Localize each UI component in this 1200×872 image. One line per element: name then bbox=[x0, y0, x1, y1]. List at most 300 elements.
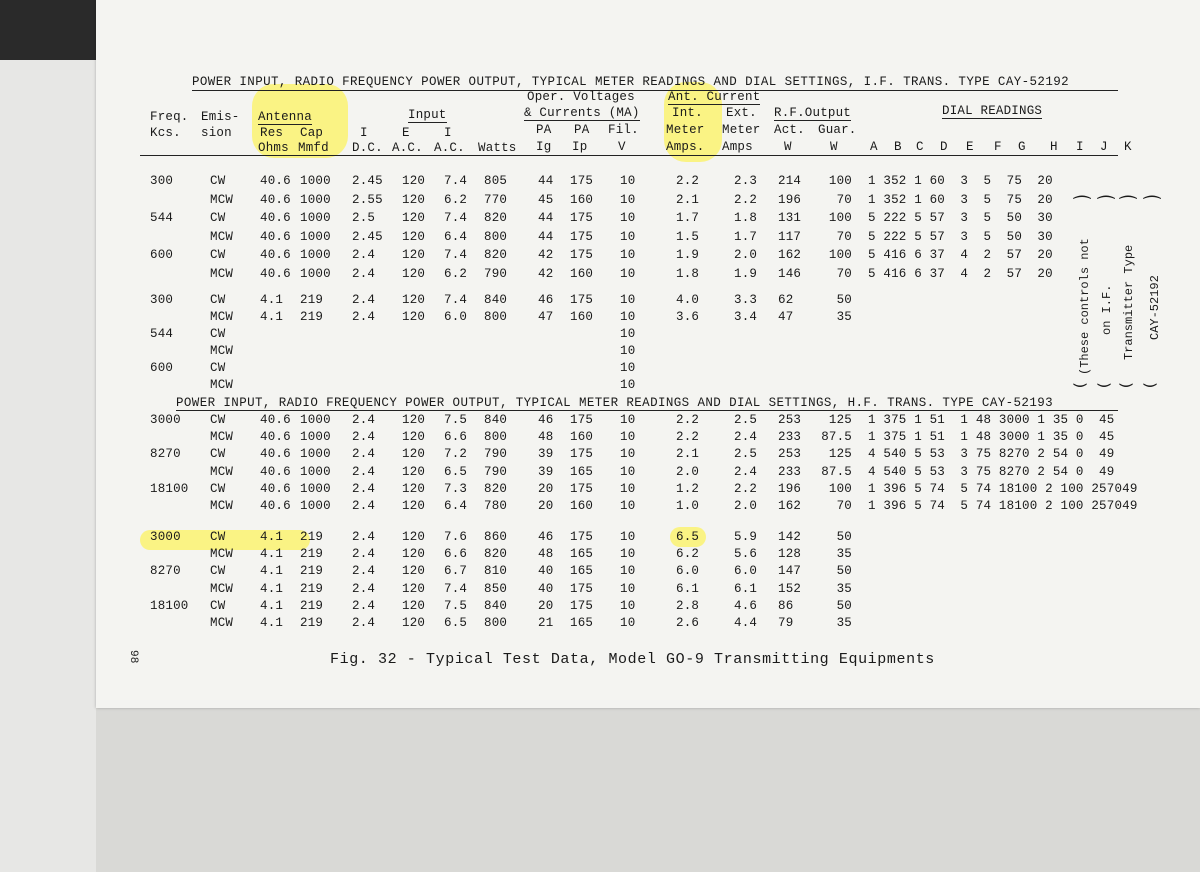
cell-ext-amps: 4.4 bbox=[734, 616, 758, 630]
cell-ext-amps: 5.9 bbox=[734, 530, 758, 544]
side-note-line3: Transmitter Type bbox=[1122, 244, 1136, 360]
cell-watts: 790 bbox=[484, 447, 508, 462]
cell-guar-w: 50 bbox=[836, 598, 852, 613]
cell-int-amps: 6.5 bbox=[676, 530, 700, 544]
cell-guar-w: 35 bbox=[836, 616, 852, 630]
cell-guar-w: 100 bbox=[828, 174, 852, 188]
cell-i-ac: 7.3 bbox=[444, 481, 468, 496]
cell-fil: 10 bbox=[620, 530, 636, 544]
header-ac-e: A.C. bbox=[392, 141, 423, 155]
cell-ext-amps: 3.3 bbox=[734, 293, 758, 307]
cell-fil: 10 bbox=[620, 229, 636, 244]
cell-guar-w: 125 bbox=[828, 447, 852, 462]
cell-e-ac: 120 bbox=[402, 616, 426, 630]
header-ext-amps: Amps bbox=[722, 140, 753, 154]
cell-res: 40.6 bbox=[260, 192, 291, 207]
cell-watts: 860 bbox=[484, 530, 508, 544]
cell-cap: 219 bbox=[300, 564, 324, 579]
header-w-act: W bbox=[784, 140, 792, 154]
cell-fil: 10 bbox=[620, 361, 636, 375]
header-i-ac: I bbox=[444, 126, 452, 140]
cell-freq: 3000 bbox=[150, 413, 181, 427]
cell-freq: 600 bbox=[150, 248, 174, 262]
cell-fil: 10 bbox=[620, 464, 636, 479]
cell-ig: 20 bbox=[538, 481, 554, 496]
header-watts: Watts bbox=[478, 141, 517, 155]
cell-ip: 175 bbox=[570, 481, 594, 496]
cell-ig: 44 bbox=[538, 211, 554, 225]
header-dial-f: F bbox=[994, 140, 1002, 154]
cell-i-ac: 6.6 bbox=[444, 547, 468, 562]
cell-i-dc: 2.4 bbox=[352, 430, 376, 445]
cell-emission: MCW bbox=[210, 229, 234, 244]
cell-freq: 544 bbox=[150, 327, 174, 341]
cell-fil: 10 bbox=[620, 616, 636, 630]
cell-ext-amps: 2.5 bbox=[734, 447, 758, 462]
cell-i-dc: 2.4 bbox=[352, 447, 376, 462]
cell-i-dc: 2.45 bbox=[352, 174, 383, 188]
cell-int-amps: 6.1 bbox=[676, 581, 700, 596]
cell-dial-readings: 1 352 1 60 3 5 75 20 bbox=[868, 192, 1053, 207]
cell-freq: 300 bbox=[150, 174, 174, 188]
cell-ig: 20 bbox=[538, 598, 554, 613]
cell-watts: 820 bbox=[484, 211, 508, 225]
cell-fil: 10 bbox=[620, 378, 636, 392]
cell-ig: 46 bbox=[538, 530, 554, 544]
cell-freq: 300 bbox=[150, 293, 174, 307]
cell-emission: MCW bbox=[210, 344, 234, 358]
cell-e-ac: 120 bbox=[402, 211, 426, 225]
cell-act-w: 146 bbox=[778, 266, 802, 281]
cell-i-ac: 6.4 bbox=[444, 229, 468, 244]
cell-dial-readings: 1 396 5 74 5 74 18100 2 100 257049 bbox=[868, 481, 1138, 496]
cell-guar-w: 35 bbox=[836, 581, 852, 596]
cell-freq: 600 bbox=[150, 361, 174, 375]
cell-emission: CW bbox=[210, 447, 226, 462]
cell-e-ac: 120 bbox=[402, 464, 426, 479]
cell-emission: MCW bbox=[210, 192, 234, 207]
cell-fil: 10 bbox=[620, 293, 636, 307]
cell-i-dc: 2.4 bbox=[352, 581, 376, 596]
cell-i-ac: 6.2 bbox=[444, 192, 468, 207]
cell-i-ac: 7.4 bbox=[444, 293, 468, 307]
cell-ip: 160 bbox=[570, 266, 594, 281]
header-dial-b: B bbox=[894, 140, 902, 154]
cell-emission: CW bbox=[210, 248, 226, 262]
cell-e-ac: 120 bbox=[402, 430, 426, 445]
header-ext-meter: Meter bbox=[722, 123, 761, 137]
cell-int-amps: 2.0 bbox=[676, 464, 700, 479]
cell-res: 40.6 bbox=[260, 481, 291, 496]
cell-ig: 44 bbox=[538, 229, 554, 244]
cell-emission: MCW bbox=[210, 499, 234, 513]
cell-watts: 770 bbox=[484, 192, 508, 207]
cell-i-dc: 2.45 bbox=[352, 229, 383, 244]
cell-watts: 820 bbox=[484, 481, 508, 496]
cell-ip: 165 bbox=[570, 547, 594, 562]
cell-i-dc: 2.4 bbox=[352, 616, 376, 630]
cell-emission: CW bbox=[210, 481, 226, 496]
cell-ext-amps: 2.2 bbox=[734, 192, 758, 207]
cell-ip: 175 bbox=[570, 211, 594, 225]
cell-act-w: 253 bbox=[778, 413, 802, 427]
header-ac-i: A.C. bbox=[434, 141, 465, 155]
cell-emission: MCW bbox=[210, 581, 234, 596]
header-dial-h: H bbox=[1050, 140, 1058, 154]
cell-ig: 42 bbox=[538, 266, 554, 281]
header-ohms: Ohms bbox=[258, 141, 289, 155]
cell-res: 40.6 bbox=[260, 430, 291, 445]
header-pa-ig: PA bbox=[536, 123, 552, 137]
cell-res: 4.1 bbox=[260, 616, 284, 630]
cell-ip: 175 bbox=[570, 248, 594, 262]
cell-watts: 790 bbox=[484, 464, 508, 479]
cell-ig: 20 bbox=[538, 499, 554, 513]
cell-act-w: 47 bbox=[778, 310, 794, 324]
cell-fil: 10 bbox=[620, 430, 636, 445]
cell-guar-w: 35 bbox=[836, 547, 852, 562]
cell-watts: 800 bbox=[484, 229, 508, 244]
side-note-line2: on I.F. bbox=[1100, 284, 1114, 335]
cell-watts: 805 bbox=[484, 174, 508, 188]
cell-freq: 3000 bbox=[150, 530, 181, 544]
cell-ig: 42 bbox=[538, 248, 554, 262]
header-emission-2: sion bbox=[201, 126, 232, 140]
cell-res: 4.1 bbox=[260, 530, 284, 544]
cell-i-ac: 6.5 bbox=[444, 464, 468, 479]
scanner-edge-dark bbox=[0, 0, 96, 60]
cell-fil: 10 bbox=[620, 447, 636, 462]
cell-ig: 46 bbox=[538, 293, 554, 307]
header-i-dc: I bbox=[360, 126, 368, 140]
cell-i-ac: 7.5 bbox=[444, 413, 468, 427]
cell-watts: 780 bbox=[484, 499, 508, 513]
cell-e-ac: 120 bbox=[402, 293, 426, 307]
cell-i-dc: 2.4 bbox=[352, 547, 376, 562]
cell-res: 4.1 bbox=[260, 564, 284, 579]
header-guar: Guar. bbox=[818, 123, 857, 137]
cell-emission: CW bbox=[210, 327, 226, 341]
cell-guar-w: 100 bbox=[828, 248, 852, 262]
cell-e-ac: 120 bbox=[402, 310, 426, 324]
cell-act-w: 214 bbox=[778, 174, 802, 188]
brace-bottom: ‿ bbox=[1144, 366, 1157, 389]
cell-e-ac: 120 bbox=[402, 266, 426, 281]
cell-ig: 47 bbox=[538, 310, 554, 324]
cell-cap: 1000 bbox=[300, 499, 331, 513]
cell-guar-w: 50 bbox=[836, 564, 852, 579]
cell-res: 40.6 bbox=[260, 248, 291, 262]
header-int-amps: Amps. bbox=[666, 140, 705, 154]
cell-ext-amps: 2.3 bbox=[734, 174, 758, 188]
cell-i-dc: 2.4 bbox=[352, 266, 376, 281]
cell-guar-w: 70 bbox=[836, 266, 852, 281]
cell-ext-amps: 2.0 bbox=[734, 499, 758, 513]
cell-watts: 810 bbox=[484, 564, 508, 579]
cell-i-ac: 6.2 bbox=[444, 266, 468, 281]
cell-i-ac: 6.7 bbox=[444, 564, 468, 579]
cell-fil: 10 bbox=[620, 327, 636, 341]
cell-emission: MCW bbox=[210, 266, 234, 281]
cell-res: 4.1 bbox=[260, 598, 284, 613]
header-dial-a: A bbox=[870, 140, 878, 154]
cell-e-ac: 120 bbox=[402, 447, 426, 462]
page-number: 98 bbox=[127, 650, 139, 664]
brace-bottom: ‿ bbox=[1120, 366, 1133, 389]
header-dial-i: I bbox=[1076, 140, 1084, 154]
cell-res: 4.1 bbox=[260, 581, 284, 596]
cell-cap: 1000 bbox=[300, 266, 331, 281]
header-input: Input bbox=[408, 108, 447, 122]
cell-dial-readings: 4 540 5 53 3 75 8270 2 54 0 49 bbox=[868, 464, 1115, 479]
cell-ext-amps: 6.0 bbox=[734, 564, 758, 579]
cell-e-ac: 120 bbox=[402, 229, 426, 244]
cell-fil: 10 bbox=[620, 581, 636, 596]
cell-watts: 800 bbox=[484, 430, 508, 445]
cell-ig: 48 bbox=[538, 547, 554, 562]
cell-guar-w: 70 bbox=[836, 229, 852, 244]
header-rf-output: R.F.Output bbox=[774, 106, 852, 120]
cell-guar-w: 50 bbox=[836, 293, 852, 307]
cell-res: 4.1 bbox=[260, 293, 284, 307]
title-underline bbox=[192, 90, 1118, 91]
cell-emission: MCW bbox=[210, 547, 234, 562]
cell-emission: MCW bbox=[210, 310, 234, 324]
cell-guar-w: 100 bbox=[828, 211, 852, 225]
cell-freq: 18100 bbox=[150, 598, 189, 613]
cell-watts: 800 bbox=[484, 616, 508, 630]
cell-ip: 175 bbox=[570, 447, 594, 462]
cell-i-dc: 2.55 bbox=[352, 192, 383, 207]
header-dial-d: D bbox=[940, 140, 948, 154]
cell-act-w: 62 bbox=[778, 293, 794, 307]
cell-emission: MCW bbox=[210, 378, 234, 392]
cell-fil: 10 bbox=[620, 598, 636, 613]
cell-watts: 840 bbox=[484, 598, 508, 613]
cell-int-amps: 1.2 bbox=[676, 481, 700, 496]
document-page bbox=[96, 0, 1200, 708]
cell-act-w: 152 bbox=[778, 581, 802, 596]
cell-act-w: 196 bbox=[778, 192, 802, 207]
cell-res: 4.1 bbox=[260, 310, 284, 324]
cell-i-dc: 2.4 bbox=[352, 464, 376, 479]
cell-cap: 1000 bbox=[300, 211, 331, 225]
cell-cap: 1000 bbox=[300, 481, 331, 496]
cell-emission: MCW bbox=[210, 464, 234, 479]
cell-emission: CW bbox=[210, 564, 226, 579]
cell-ip: 160 bbox=[570, 192, 594, 207]
cell-res: 40.6 bbox=[260, 266, 291, 281]
cell-res: 40.6 bbox=[260, 447, 291, 462]
header-w-guar: W bbox=[830, 140, 838, 154]
cell-ig: 44 bbox=[538, 174, 554, 188]
cell-i-dc: 2.4 bbox=[352, 413, 376, 427]
header-int-meter: Meter bbox=[666, 123, 705, 137]
cell-ext-amps: 2.4 bbox=[734, 464, 758, 479]
cell-guar-w: 125 bbox=[828, 413, 852, 427]
cell-fil: 10 bbox=[620, 481, 636, 496]
header-dial-e: E bbox=[966, 140, 974, 154]
cell-emission: CW bbox=[210, 174, 226, 188]
cell-res: 40.6 bbox=[260, 229, 291, 244]
cell-act-w: 131 bbox=[778, 211, 802, 225]
cell-cap: 219 bbox=[300, 530, 324, 544]
cell-e-ac: 120 bbox=[402, 174, 426, 188]
cell-ig: 46 bbox=[538, 413, 554, 427]
cell-ig: 45 bbox=[538, 192, 554, 207]
header-antenna: Antenna bbox=[258, 110, 312, 124]
header-act: Act. bbox=[774, 123, 805, 137]
scanner-margin bbox=[0, 60, 96, 872]
cell-emission: MCW bbox=[210, 430, 234, 445]
cell-e-ac: 120 bbox=[402, 481, 426, 496]
cell-ip: 175 bbox=[570, 174, 594, 188]
cell-fil: 10 bbox=[620, 211, 636, 225]
cell-cap: 1000 bbox=[300, 447, 331, 462]
cell-int-amps: 1.8 bbox=[676, 266, 700, 281]
brace-top: ⁀ bbox=[1144, 198, 1161, 221]
cell-freq: 544 bbox=[150, 211, 174, 225]
cell-int-amps: 2.6 bbox=[676, 616, 700, 630]
header-v: V bbox=[618, 140, 626, 154]
cell-ext-amps: 1.9 bbox=[734, 266, 758, 281]
cell-act-w: 117 bbox=[778, 229, 802, 244]
cell-e-ac: 120 bbox=[402, 192, 426, 207]
brace-bottom: ‿ bbox=[1098, 366, 1111, 389]
cell-cap: 219 bbox=[300, 310, 324, 324]
scanner-bed-bottom bbox=[96, 708, 1200, 872]
cell-i-ac: 7.2 bbox=[444, 447, 468, 462]
cell-i-dc: 2.4 bbox=[352, 481, 376, 496]
cell-ig: 39 bbox=[538, 464, 554, 479]
cell-ip: 175 bbox=[570, 598, 594, 613]
cell-ip: 165 bbox=[570, 564, 594, 579]
brace-top: ⁀ bbox=[1074, 198, 1091, 221]
cell-cap: 1000 bbox=[300, 229, 331, 244]
cell-act-w: 79 bbox=[778, 616, 794, 630]
cell-ip: 175 bbox=[570, 293, 594, 307]
cell-int-amps: 6.0 bbox=[676, 564, 700, 579]
cell-i-ac: 6.6 bbox=[444, 430, 468, 445]
cell-act-w: 253 bbox=[778, 447, 802, 462]
cell-fil: 10 bbox=[620, 192, 636, 207]
brace-top: ⁀ bbox=[1098, 198, 1115, 221]
cell-ip: 175 bbox=[570, 413, 594, 427]
cell-freq: 18100 bbox=[150, 481, 189, 496]
cell-ig: 40 bbox=[538, 581, 554, 596]
cell-guar-w: 100 bbox=[828, 481, 852, 496]
cell-fil: 10 bbox=[620, 413, 636, 427]
cell-fil: 10 bbox=[620, 266, 636, 281]
cell-cap: 1000 bbox=[300, 174, 331, 188]
cell-int-amps: 2.2 bbox=[676, 174, 700, 188]
header-oper-voltages: Oper. Voltages bbox=[527, 90, 635, 104]
header-res: Res bbox=[260, 126, 284, 140]
cell-i-dc: 2.4 bbox=[352, 530, 376, 544]
cell-emission: MCW bbox=[210, 616, 234, 630]
side-note-line1: (These controls not bbox=[1078, 238, 1092, 375]
header-dial-k: K bbox=[1124, 140, 1132, 154]
cell-e-ac: 120 bbox=[402, 598, 426, 613]
cell-fil: 10 bbox=[620, 344, 636, 358]
cell-ext-amps: 3.4 bbox=[734, 310, 758, 324]
cell-res: 40.6 bbox=[260, 413, 291, 427]
cell-i-ac: 7.6 bbox=[444, 530, 468, 544]
cell-res: 40.6 bbox=[260, 211, 291, 225]
cell-ip: 175 bbox=[570, 530, 594, 544]
cell-dial-readings: 5 416 6 37 4 2 57 20 bbox=[868, 266, 1053, 281]
cell-emission: CW bbox=[210, 530, 226, 544]
header-cap: Cap bbox=[300, 126, 324, 140]
header-dial-c: C bbox=[916, 140, 924, 154]
side-note-line4: CAY-52192 bbox=[1148, 275, 1162, 340]
cell-cap: 1000 bbox=[300, 248, 331, 262]
cell-watts: 820 bbox=[484, 248, 508, 262]
cell-int-amps: 2.2 bbox=[676, 430, 700, 445]
cell-fil: 10 bbox=[620, 499, 636, 513]
cell-e-ac: 120 bbox=[402, 564, 426, 579]
cell-i-ac: 6.0 bbox=[444, 310, 468, 324]
cell-cap: 219 bbox=[300, 547, 324, 562]
cell-e-ac: 120 bbox=[402, 530, 426, 544]
cell-ig: 40 bbox=[538, 564, 554, 579]
cell-act-w: 233 bbox=[778, 464, 802, 479]
brace-bottom: ‿ bbox=[1074, 366, 1087, 389]
hf-table-title: POWER INPUT, RADIO FREQUENCY POWER OUTPUT, TYPICAL METER READINGS AND DIAL SETTINGS, H.F. TRANS. TYPE CAY-52193 bbox=[176, 396, 1054, 410]
header-dial-j: J bbox=[1100, 140, 1108, 154]
cell-watts: 840 bbox=[484, 413, 508, 427]
cell-ip: 165 bbox=[570, 616, 594, 630]
cell-e-ac: 120 bbox=[402, 248, 426, 262]
cell-act-w: 162 bbox=[778, 248, 802, 262]
cell-fil: 10 bbox=[620, 248, 636, 262]
cell-fil: 10 bbox=[620, 547, 636, 562]
cell-dial-readings: 1 375 1 51 1 48 3000 1 35 0 45 bbox=[868, 430, 1115, 445]
cell-int-amps: 2.2 bbox=[676, 413, 700, 427]
header-emission: Emis- bbox=[201, 110, 240, 124]
header-fil: Fil. bbox=[608, 123, 639, 137]
header-dc: D.C. bbox=[352, 141, 383, 155]
cell-ip: 175 bbox=[570, 581, 594, 596]
cell-act-w: 147 bbox=[778, 564, 802, 579]
cell-freq: 8270 bbox=[150, 564, 181, 579]
cell-ip: 165 bbox=[570, 464, 594, 479]
header-dial-g: G bbox=[1018, 140, 1026, 154]
cell-ig: 48 bbox=[538, 430, 554, 445]
cell-ext-amps: 1.8 bbox=[734, 211, 758, 225]
cell-fil: 10 bbox=[620, 564, 636, 579]
cell-guar-w: 87.5 bbox=[821, 464, 852, 479]
cell-ip: 160 bbox=[570, 430, 594, 445]
cell-i-ac: 7.4 bbox=[444, 248, 468, 262]
cell-i-ac: 6.4 bbox=[444, 499, 468, 513]
cell-res: 40.6 bbox=[260, 464, 291, 479]
cell-int-amps: 1.5 bbox=[676, 229, 700, 244]
cell-dial-readings: 1 396 5 74 5 74 18100 2 100 257049 bbox=[868, 499, 1138, 513]
header-kcs: Kcs. bbox=[150, 126, 181, 140]
cell-emission: CW bbox=[210, 413, 226, 427]
cell-int-amps: 2.8 bbox=[676, 598, 700, 613]
cell-watts: 800 bbox=[484, 310, 508, 324]
cell-i-dc: 2.4 bbox=[352, 598, 376, 613]
cell-ip: 160 bbox=[570, 499, 594, 513]
cell-int-amps: 2.1 bbox=[676, 192, 700, 207]
cell-dial-readings: 1 375 1 51 1 48 3000 1 35 0 45 bbox=[868, 413, 1115, 427]
cell-act-w: 142 bbox=[778, 530, 802, 544]
cell-int-amps: 1.7 bbox=[676, 211, 700, 225]
cell-ext-amps: 5.6 bbox=[734, 547, 758, 562]
cell-freq: 8270 bbox=[150, 447, 181, 462]
